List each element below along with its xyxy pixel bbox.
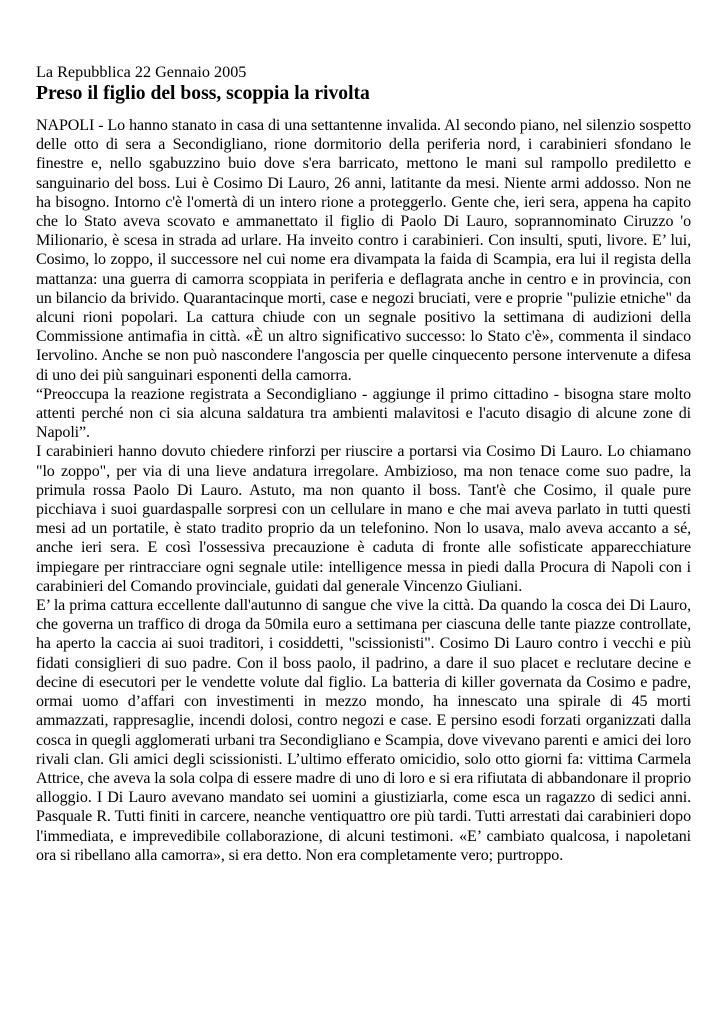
paragraph: E’ la prima cattura eccellente dall'autunno di sangue che vive la città. Da quando la cosca dei Di Lauro, che governa un traffico di droga da 50mila euro a settimana per ciascuna delle tante piazze controllate, ha aperto la caccia ai suoi traditori, i cosiddetti, "scissionisti". Cosimo Di Lauro contro i vecchi e più fidati consiglieri di suo padre. Con il boss paolo, il padrino, a dare il suo placet e reclutare decine e decine di esecutori per le vendette volute dal figlio. La batteria di killer governata da Cosimo e padre, ormai uomo d’affari con investimenti in mezzo mondo, ha innescato una spirale di 45 morti ammazzati, rappresaglie, incendi dolosi, contro negozi e case. E persino esodi forzati organizzati dalla cosca in quegli agglomerati urbani tra Secondigliano e Scampia, dove vivevano parenti e amici dei loro rivali clan. Gli amici degli scissionisti. L’ultimo efferato omicidio, solo otto giorni fa: vittima Carmela Attrice, che aveva la sola colpa di essere madre di uno di loro e si era rifiutata di abbandonare il proprio alloggio. I Di Lauro avevano mandato sei uomini a giustiziarla, come esca un ragazzo di sedici anni. Pasquale R. Tutti finiti in carcere, neanche ventiquattro ore più tardi. Tutti arrestati dai carabinieri dopo l'immediata, e imprevedibile collaborazione, di alcuni testimoni. «E’ cambiato qualcosa, i napoletani ora si ribellano alla camorra», si era detto. Non era completamente vero; purtroppo. [36,597,691,864]
source-line: La Repubblica 22 Gennaio 2005 [36,63,247,81]
paragraph: I carabinieri hanno dovuto chiedere rinforzi per riuscire a portarsi via Cosimo Di Lauro. Lo chiamano "lo zoppo", per via di una lieve andatura irregolare. Ambizioso, ma non tenace come suo padre, la primula rossa Paolo Di Lauro. Astuto, ma non quanto il boss. Tant'è che Cosimo, il quale pure picchiava i suoi guardaspalle sorpresi con un cellulare in mano e che mai aveva parlato in tutti questi mesi ad un portatile, è stato tradito proprio da un telefonino. Non lo usava, malo aveva accanto a sé, anche ieri sera. E così l'ossessiva precauzione è caduta di fronte alle sofisticate apparecchiature impiegare per rintracciare ogni segnale utile: intelligence messa in piedi dalla Procura di Napoli con i carabinieri del Comando provinciale, guidati dal generale Vincenzo Giuliani. [36,443,691,595]
article-title: Preso il figlio del boss, scoppia la rivolta [36,83,370,104]
article-body [36,116,691,865]
paragraph: NAPOLI - Lo hanno stanato in casa di una settantenne invalida. Al secondo piano, nel silenzio sospetto delle otto di sera a Secondigliano, rione dormitorio della periferia nord, i carabinieri sfondano le finestre e, nello sgabuzzino buio dove s'era barricato, mettono le mani sul rampollo prediletto e sanguinario del boss. Lui è Cosimo Di Lauro, 26 anni, latitante da mesi. Niente armi addosso. Non ne ha bisogno. Intorno c'è l'omertà di un intero rione a proteggerlo. Gente che, ieri sera, appena ha capito che lo Stato aveva scovato e ammanettato il figlio di Paolo Di Lauro, soprannominato Ciruzzo 'o Milionario, è scesa in strada ad urlare. Ha inveito contro i carabinieri. Con insulti, sputi, livore. E’ lui, Cosimo, lo zoppo, il successore nel cui nome era divampata la faida di Scampia, era lui il regista della mattanza: una guerra di camorra scoppiata in periferia e deflagrata anche in centro e in provincia, con un bilancio da brivido. Quarantacinque morti, case e negozi bruciati, vere e proprie "pulizie etniche" da alcuni rioni popolari. La cattura chiude con un segnale positivo la settimana di audizioni della Commissione antimafia in città. «È un altro significativo successo: lo Stato c'è», commenta il sindaco Iervolino. Anche se non può nascondere l'angoscia per quelle cinquecento persone intervenute a difesa di uno dei più sanguinari esponenti della camorra. [36,117,691,384]
paragraph: “Preoccupa la reazione registrata a Secondigliano - aggiunge il primo cittadino - bisogna stare molto attenti perché non ci sia alcuna saldatura tra ambienti malavitosi e l'acuto disagio di alcune zone di Napoli”. [36,385,691,442]
